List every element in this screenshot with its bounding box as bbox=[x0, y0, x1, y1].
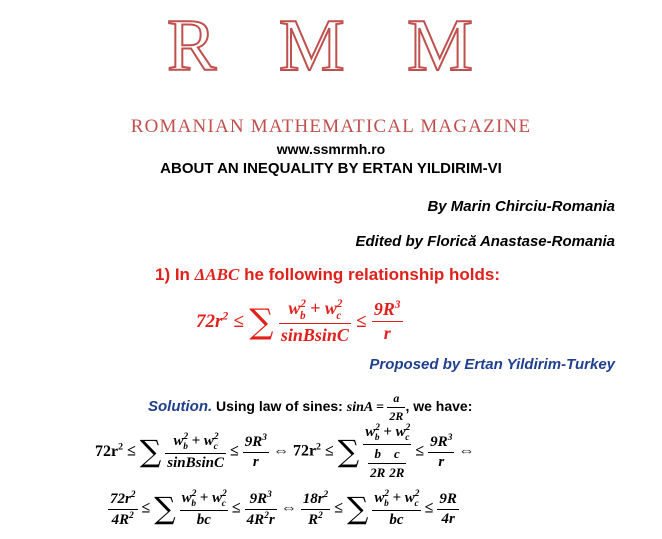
editor-byline: Edited by Florică Anastase-Romania bbox=[355, 233, 615, 250]
law-of-sines: sinA = bbox=[346, 400, 388, 416]
website-link[interactable]: www.ssmrmh.ro bbox=[276, 141, 386, 157]
solution-line bbox=[148, 391, 472, 424]
solution-text: Using law of sines: bbox=[212, 398, 347, 415]
solution-numerator: a bbox=[393, 391, 400, 405]
problem-triangle: ΔABC bbox=[194, 265, 240, 284]
solution-label: Solution. bbox=[148, 398, 213, 416]
solution-denominator: 2R bbox=[389, 409, 404, 423]
magazine-name: ROMANIAN MATHEMATICAL MAGAZINE bbox=[130, 116, 532, 137]
derivation-line-1: $72r^2$ ≤ ∑ $\frac{w^2_b + w^2_c}{\text{sinBsinC}}$ ≤ $\frac{9R^3}{r}$ ⇔ $72r^2$ ≤ ∑ $w^2_b + w^2_c$ $\frac{b}{2R}$ $\frac{c}{2R}$ ≤ $\frac{9R^3}{r}$ ⇔ bbox=[95, 423, 475, 480]
rmm-logo: R M M bbox=[167, 5, 495, 87]
main-inequality: $72r^2$ ≤ ∑ $\frac{w^2_b + w^2_c}{\text{sinBsinC}}$ ≤ $\frac{9R^3}{r}$ bbox=[196, 298, 401, 345]
author-byline: By Marin Chirciu-Romania bbox=[427, 198, 615, 215]
problem-suffix: he following relationship holds: bbox=[239, 265, 501, 284]
solution-text2: , we have: bbox=[405, 398, 473, 415]
problem-prefix: 1) In bbox=[155, 265, 195, 284]
main-inequality-fraction: $\frac{w^2_b + w^2_c}{\text{sinBsinC}}$ bbox=[280, 298, 349, 345]
problem-statement bbox=[155, 265, 500, 285]
article-title: ABOUT AN INEQUALITY BY ERTAN YILDIRIM-VI bbox=[160, 160, 502, 177]
proposed-by: Proposed by Ertan Yildirim-Turkey bbox=[369, 356, 615, 373]
derivation-line-2: $\frac{72r^2}{4R^2}$ ≤ ∑ $\frac{w^2_b + w^2_c}{bc}$ ≤ $\frac{9R^3}{4R^2r}$ ⇔ $\frac{18r^2}{R^2}$ ≤ ∑ $\frac{w^2_b + w^2_c}{bc}$ ≤ $\frac{9R}{4r}$ bbox=[110, 489, 457, 528]
